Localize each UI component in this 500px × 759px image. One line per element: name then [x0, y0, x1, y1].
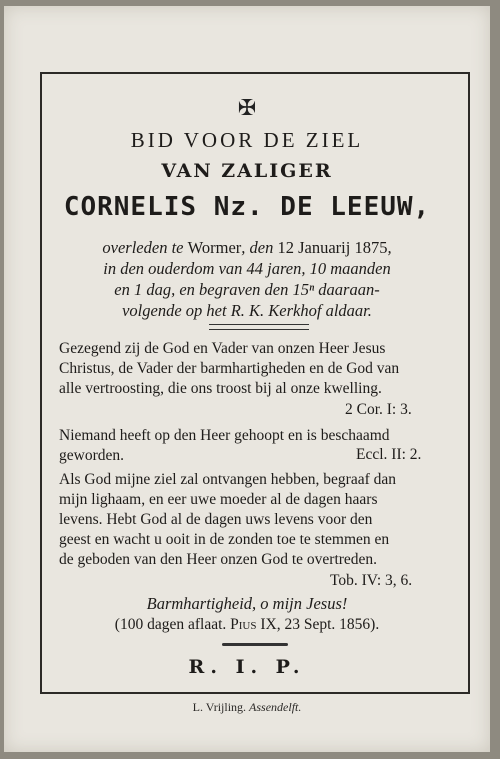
- indulgence-note: (100 dagen aflaat. Pius IX, 23 Sept. 1856).: [114, 616, 380, 633]
- details-line-2: in den ouderdom van 44 jaren, 10 maanden: [103, 259, 391, 278]
- printer-credit: L. Vrijling. Assendelft.: [192, 700, 302, 714]
- passage-line: levens. Hebt God al de dagen uws levens voor den: [59, 511, 373, 528]
- deceased-name: CORNELIS Nz. DE LEEUW,: [63, 192, 431, 222]
- details-line-3: en 1 dag, en begraven den 15ⁿ daaraan-: [114, 280, 380, 299]
- rip-inscription: R. I. P.: [188, 656, 306, 678]
- scripture-passage-3: [59, 470, 459, 570]
- details-line-1: overleden te Wormer, den 12 Januarij 1875,: [102, 238, 392, 257]
- divider: [209, 324, 309, 330]
- passage-line: Gezegend zij de God en Vader van onzen Heer Jesus: [59, 340, 386, 357]
- scripture-reference-2: Eccl. II: 2.: [356, 446, 422, 463]
- passage-line: Christus, de Vader der barmhartigheden en de God van: [59, 360, 400, 377]
- ornamental-separator: [222, 643, 288, 646]
- scripture-passage-1: [59, 339, 459, 399]
- passage-line: mijn lighaam, en eer uwe moeder al de dagen haars: [59, 491, 378, 508]
- scripture-reference-1: 2 Cor. I: 3.: [345, 401, 412, 418]
- passage-line: geest en wacht u ooit in de zonden toe te stemmen en: [59, 531, 390, 548]
- ejaculatory-prayer: Barmhartigheid, o mijn Jesus!: [146, 594, 348, 613]
- prayer-heading: BID VOOR DE ZIEL: [130, 128, 364, 152]
- scripture-reference-3: Tob. IV: 3, 6.: [330, 572, 413, 589]
- passage-line: alle vertroosting, die ons troost bij al onze kwelling.: [59, 380, 382, 397]
- details-line-4: volgende op het R. K. Kerkhof aldaar.: [122, 301, 372, 320]
- passage-line: Als God mijne ziel zal ontvangen hebben, begraaf dan: [59, 471, 397, 488]
- passage-line: geworden.: [59, 447, 124, 464]
- subheading: VAN ZALIGER: [161, 160, 333, 182]
- passage-line: Niemand heeft op den Heer gehoopt en is beschaamd: [59, 427, 390, 444]
- cross-icon: ✠: [237, 96, 257, 121]
- passage-line: de geboden van den Heer onzen God te overtreden.: [59, 551, 378, 568]
- memorial-card: [4, 6, 490, 752]
